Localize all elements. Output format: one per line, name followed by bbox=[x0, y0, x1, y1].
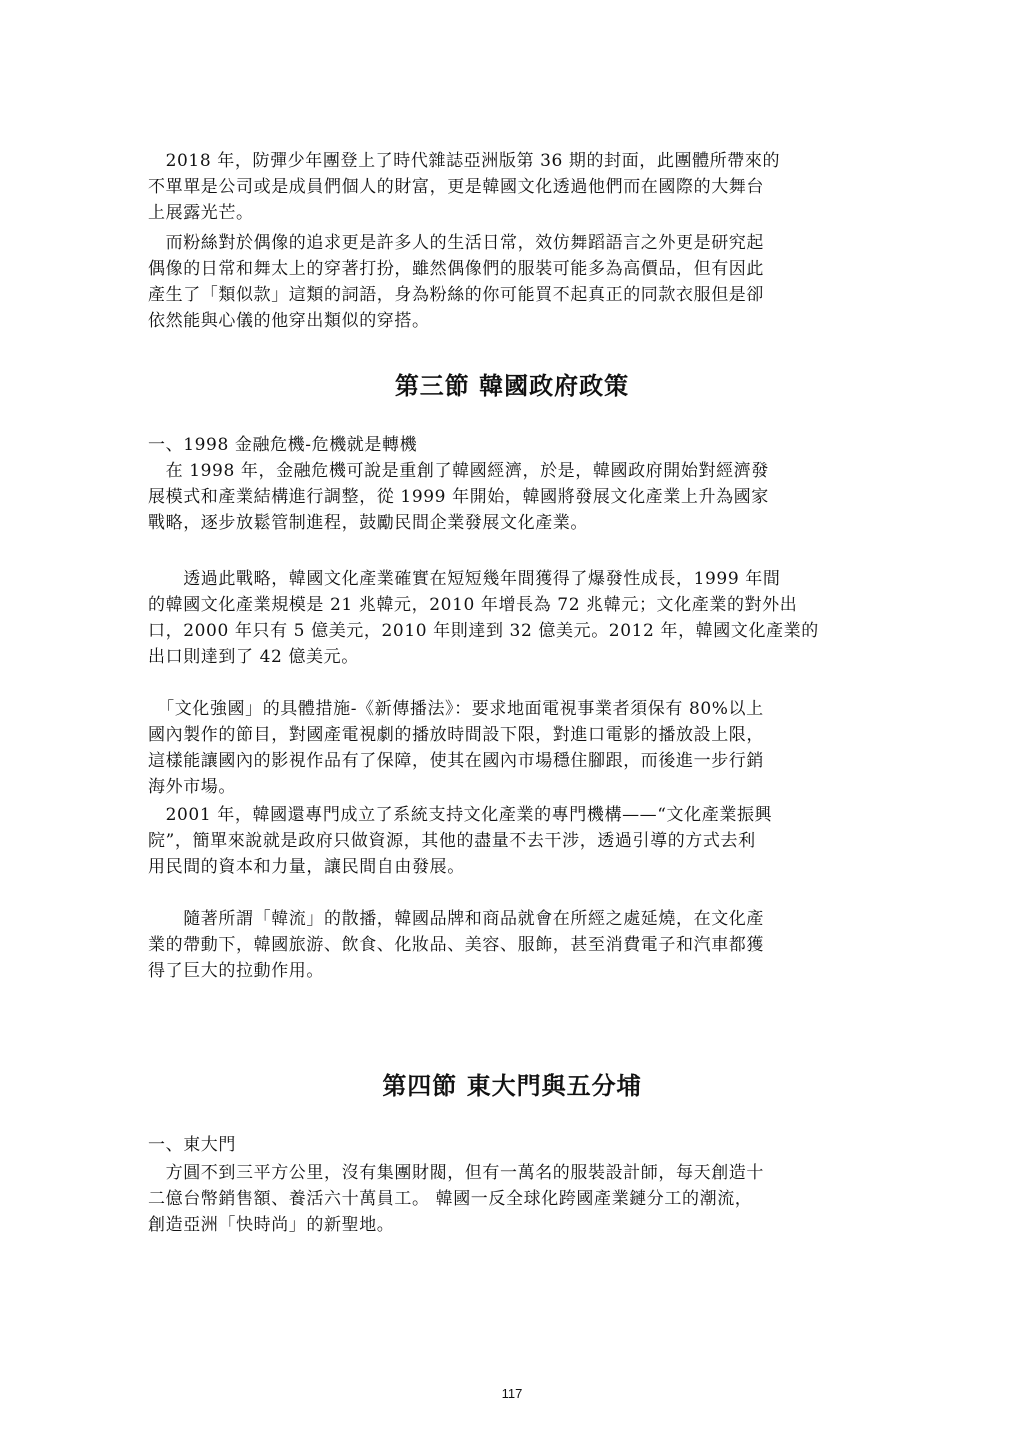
text-line: 偶像的日常和舞太上的穿著打扮，雖然偶像們的服裝可能多為高價品，但有因此 bbox=[148, 259, 764, 279]
text-line: 海外市場。 bbox=[148, 777, 236, 797]
text-line: 不單單是公司或是成員們個人的財富，更是韓國文化透過他們而在國際的大舞台 bbox=[148, 177, 764, 197]
subsection-heading: 一、東大門 bbox=[148, 1135, 236, 1155]
text-line: 用民間的資本和力量，讓民間自由發展。 bbox=[148, 857, 465, 877]
text-line: 產生了「類似款」這類的詞語，身為粉絲的你可能買不起真正的同款衣服但是卻 bbox=[148, 285, 764, 305]
text-line: 「文化強國」的具體措施-《新傳播法》：要求地面電視事業者須保有 80%以上 bbox=[148, 699, 764, 719]
text-line: 2018 年，防彈少年團登上了時代雜誌亞洲版第 36 期的封面，此團體所帶來的 bbox=[148, 151, 781, 171]
section-heading: 第三節 韓國政府政策 bbox=[394, 372, 630, 400]
text-line: 而粉絲對於偶像的追求更是許多人的生活日常，效仿舞蹈語言之外更是研究起 bbox=[148, 233, 764, 253]
text-line: 這樣能讓國內的影視作品有了保障，使其在國內市場穩住腳跟，而後進一步行銷 bbox=[148, 751, 764, 771]
text-line: 2001 年，韓國還專門成立了系統支持文化產業的專門機構——“文化產業振興 bbox=[148, 805, 773, 825]
text-line: 口，2000 年只有 5 億美元，2010 年則達到 32 億美元。2012 年，韓國文化產業的 bbox=[148, 621, 819, 641]
text-line: 得了巨大的拉動作用。 bbox=[148, 961, 324, 981]
text-line: 方圓不到三平方公里，沒有集團財閥，但有一萬名的服裝設計師，每天創造十 bbox=[148, 1163, 764, 1183]
text-line: 透過此戰略，韓國文化產業確實在短短幾年間獲得了爆發性成長，1999 年間 bbox=[148, 569, 781, 589]
text-line: 創造亞洲「快時尚」的新聖地。 bbox=[148, 1215, 395, 1235]
text-line: 業的帶動下，韓國旅游、飲食、化妝品、美容、服飾，甚至消費電子和汽車都獲 bbox=[148, 935, 764, 955]
text-line: 上展露光芒。 bbox=[148, 203, 254, 223]
text-line: 在 1998 年，金融危機可說是重創了韓國經濟，於是，韓國政府開始對經濟發 bbox=[148, 461, 769, 481]
text-line: 院”，簡單來說就是政府只做資源，其他的盡量不去干涉，透過引導的方式去利 bbox=[148, 831, 756, 851]
text-line: 隨著所謂「韓流」的散播，韓國品牌和商品就會在所經之處延燒，在文化產 bbox=[148, 909, 764, 929]
subsection-heading: 一、1998 金融危機-危機就是轉機 bbox=[148, 435, 418, 455]
section-heading: 第四節 東大門與五分埔 bbox=[382, 1072, 642, 1100]
page-number: 117 bbox=[501, 1386, 523, 1401]
text-line: 依然能與心儀的他穿出類似的穿搭。 bbox=[148, 311, 430, 331]
text-line: 二億台幣銷售額、養活六十萬員工。 韓國一反全球化跨國產業鏈分工的潮流， bbox=[148, 1189, 753, 1209]
text-line: 戰略，逐步放鬆管制進程，鼓勵民間企業發展文化產業。 bbox=[148, 513, 588, 533]
text-line: 的韓國文化產業規模是 21 兆韓元，2010 年增長為 72 兆韓元；文化產業的對外出 bbox=[148, 595, 798, 615]
text-line: 出口則達到了 42 億美元。 bbox=[148, 647, 359, 667]
text-line: 國內製作的節目，對國產電視劇的播放時間設下限，對進口電影的播放設上限， bbox=[148, 725, 764, 745]
text-line: 展模式和產業結構進行調整，從 1999 年開始，韓國將發展文化產業上升為國家 bbox=[148, 487, 769, 507]
